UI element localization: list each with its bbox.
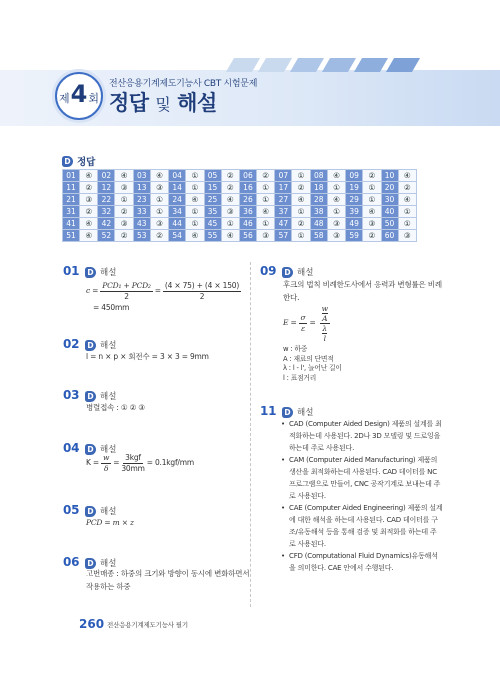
q09-formula: E = $\frac{\sigma}{\varepsilon}$ = w A λ l bbox=[283, 304, 328, 343]
answer-choice: ② bbox=[80, 182, 98, 194]
title-part2: 해설 bbox=[177, 91, 217, 115]
answer-choice: ① bbox=[363, 182, 381, 194]
answer-question-number: 11 bbox=[63, 182, 80, 194]
answer-question-number: 24 bbox=[169, 194, 186, 206]
answer-question-number: 16 bbox=[239, 182, 256, 194]
q01-formula: c = $\frac{\text{PCD₁ + PCD₂}}{2}$ = $\frac{(4 \times 75) + (4 \times 150)}{2}$ bbox=[86, 281, 240, 301]
answer-question-number: 17 bbox=[275, 182, 292, 194]
answer-choice: ① bbox=[186, 218, 204, 230]
answer-question-number: 14 bbox=[169, 182, 186, 194]
answer-question-number: 15 bbox=[204, 182, 221, 194]
explanation-label: D 해설 bbox=[282, 266, 313, 278]
answer-row bbox=[63, 194, 417, 206]
q06-answer: 고번매종 : 하중의 크기와 방향이 동시에 변화하면서 작용하는 하중 bbox=[86, 569, 250, 591]
answer-row bbox=[63, 182, 417, 194]
answer-choice: ① bbox=[327, 206, 345, 218]
title-mid: 및 bbox=[155, 95, 171, 114]
question-number-11: 11 bbox=[260, 404, 277, 418]
answer-choice: ① bbox=[292, 206, 310, 218]
answer-question-number: 30 bbox=[381, 194, 398, 206]
answer-choice: ② bbox=[221, 182, 239, 194]
answer-choice: ② bbox=[256, 170, 274, 182]
answer-choice: ① bbox=[150, 194, 168, 206]
answer-choice: ④ bbox=[80, 170, 98, 182]
answer-choice: ② bbox=[292, 182, 310, 194]
answer-choice: ② bbox=[221, 170, 239, 182]
bullet-item: • CFD (Computational Fluid Dynamics)유동해석을 의미한다. CAE 안에서 수행된다. bbox=[281, 550, 443, 574]
answer-question-number: 05 bbox=[204, 170, 221, 182]
document-icon: D bbox=[85, 340, 96, 351]
answer-question-number: 06 bbox=[239, 170, 256, 182]
answer-choice: ② bbox=[363, 230, 381, 242]
answer-question-number: 21 bbox=[63, 194, 80, 206]
question-number-02: 02 bbox=[63, 337, 80, 351]
answer-choice: ③ bbox=[80, 194, 98, 206]
answer-question-number: 60 bbox=[381, 230, 398, 242]
answer-question-number: 58 bbox=[310, 230, 327, 242]
answer-question-number: 20 bbox=[381, 182, 398, 194]
answer-choice: ① bbox=[398, 206, 416, 218]
answer-choice: ④ bbox=[327, 194, 345, 206]
answer-question-number: 47 bbox=[275, 218, 292, 230]
answer-choice: ④ bbox=[80, 230, 98, 242]
answer-question-number: 36 bbox=[239, 206, 256, 218]
answer-choice: ③ bbox=[256, 230, 274, 242]
answer-question-number: 59 bbox=[346, 230, 363, 242]
answer-question-number: 53 bbox=[133, 230, 150, 242]
answer-question-number: 18 bbox=[310, 182, 327, 194]
answer-choice: ④ bbox=[186, 194, 204, 206]
answer-choice: ③ bbox=[150, 182, 168, 194]
answer-question-number: 48 bbox=[310, 218, 327, 230]
answer-question-number: 45 bbox=[204, 218, 221, 230]
answer-question-number: 22 bbox=[98, 194, 115, 206]
answer-question-number: 13 bbox=[133, 182, 150, 194]
answer-question-number: 37 bbox=[275, 206, 292, 218]
question-number-09: 09 bbox=[260, 264, 277, 278]
explanation-label: D 해설 bbox=[85, 339, 116, 351]
answer-choice: ③ bbox=[221, 206, 239, 218]
q02-formula: l = n × p × 회전수 = 3 × 3 = 9mm bbox=[86, 352, 209, 361]
answer-question-number: 39 bbox=[346, 206, 363, 218]
question-number-05: 05 bbox=[63, 503, 80, 517]
answer-question-number: 32 bbox=[98, 206, 115, 218]
bullet-item: • CAD (Computer Aided Design) 제품의 설계를 최적화하는데 사용된다. 2D나 3D 모델링 및 드로잉을 하는데 주로 사용된다. bbox=[281, 418, 443, 454]
explanation-label: D 해설 bbox=[85, 505, 116, 517]
exam-subtitle: 전산응용기계제도기능사 CBT 시험문제 bbox=[109, 79, 258, 89]
answer-question-number: 51 bbox=[63, 230, 80, 242]
explanation-label: D 해설 bbox=[85, 557, 116, 569]
answer-choice: ④ bbox=[256, 206, 274, 218]
round-number: 4 bbox=[70, 80, 88, 108]
answer-question-number: 46 bbox=[239, 218, 256, 230]
q04-formula: K = $\frac{w}{\delta}$ = $\frac{\text{3kgf}}{30mm}$ = 0.1kgf/mm bbox=[86, 453, 194, 473]
answer-choice: ③ bbox=[115, 182, 133, 194]
document-icon: D bbox=[85, 391, 96, 402]
answer-question-number: 44 bbox=[169, 218, 186, 230]
answer-question-number: 27 bbox=[275, 194, 292, 206]
answer-question-number: 28 bbox=[310, 194, 327, 206]
question-number-01: 01 bbox=[63, 264, 80, 278]
answer-question-number: 57 bbox=[275, 230, 292, 242]
explanation-label: D 해설 bbox=[85, 443, 116, 455]
answer-question-number: 40 bbox=[381, 206, 398, 218]
q05-formula: PCD = m × z bbox=[86, 518, 134, 527]
question-number-03: 03 bbox=[63, 388, 80, 402]
bullet-item: • CAE (Computer Aided Engineering) 제품의 설계에 대한 해석을 하는데 사용된다. CAD 데이터를 구조/유동해석 등을 통해 검증 및 최적화를 하는데 주로 사용된다. bbox=[281, 502, 443, 550]
answer-question-number: 29 bbox=[346, 194, 363, 206]
answer-choice: ① bbox=[186, 206, 204, 218]
answer-question-number: 02 bbox=[98, 170, 115, 182]
answer-choice: ③ bbox=[363, 218, 381, 230]
answer-question-number: 07 bbox=[275, 170, 292, 182]
answer-choice: ② bbox=[292, 218, 310, 230]
answer-choice: ① bbox=[221, 218, 239, 230]
book-title: 전산응용기계제도기능사 필기 bbox=[107, 621, 188, 629]
answer-choice: ① bbox=[292, 170, 310, 182]
document-icon: D bbox=[282, 407, 293, 418]
answer-choice: ② bbox=[150, 230, 168, 242]
answer-choice: ① bbox=[150, 206, 168, 218]
answer-question-number: 54 bbox=[169, 230, 186, 242]
answer-row bbox=[63, 170, 417, 182]
answer-table bbox=[62, 169, 417, 242]
answer-section-label: 정답 bbox=[77, 157, 96, 168]
answer-question-number: 49 bbox=[346, 218, 363, 230]
round-suffix: 회 bbox=[88, 92, 99, 105]
answer-choice: ④ bbox=[80, 218, 98, 230]
answer-question-number: 23 bbox=[133, 194, 150, 206]
answer-question-number: 04 bbox=[169, 170, 186, 182]
answer-choice: ④ bbox=[363, 206, 381, 218]
answer-choice: ④ bbox=[221, 194, 239, 206]
title-part1: 정답 bbox=[109, 91, 149, 115]
document-icon: D bbox=[85, 558, 96, 569]
q09-text: 후크의 법칙 비례한도사에서 응력과 변형률은 비례 한다. bbox=[283, 280, 442, 302]
answer-choice: ② bbox=[115, 230, 133, 242]
answer-choice: ② bbox=[363, 170, 381, 182]
answer-choice: ④ bbox=[292, 194, 310, 206]
answer-question-number: 09 bbox=[346, 170, 363, 182]
answer-choice: ③ bbox=[327, 218, 345, 230]
answer-question-number: 56 bbox=[239, 230, 256, 242]
round-prefix: 제 bbox=[59, 92, 70, 105]
answer-question-number: 43 bbox=[133, 218, 150, 230]
round-badge bbox=[55, 72, 103, 120]
answer-question-number: 26 bbox=[239, 194, 256, 206]
answer-choice: ④ bbox=[186, 230, 204, 242]
document-icon: D bbox=[282, 267, 293, 278]
answer-question-number: 38 bbox=[310, 206, 327, 218]
q03-answer: 병렬접속 : ① ② ③ bbox=[86, 403, 145, 412]
answer-question-number: 55 bbox=[204, 230, 221, 242]
explanation-label: D 해설 bbox=[282, 406, 313, 418]
answer-choice: ① bbox=[327, 182, 345, 194]
answer-choice: ③ bbox=[398, 230, 416, 242]
answer-choice: ④ bbox=[327, 170, 345, 182]
answer-choice: ④ bbox=[398, 170, 416, 182]
answer-choice: ① bbox=[256, 218, 274, 230]
answer-choice: ③ bbox=[115, 218, 133, 230]
answer-choice: ① bbox=[186, 182, 204, 194]
q11-explanation bbox=[281, 418, 443, 574]
answer-choice: ④ bbox=[150, 170, 168, 182]
document-icon: D bbox=[62, 156, 73, 167]
answer-question-number: 19 bbox=[346, 182, 363, 194]
answer-question-number: 10 bbox=[381, 170, 398, 182]
explanation-label: D 해설 bbox=[85, 390, 116, 402]
answer-choice: ④ bbox=[221, 230, 239, 242]
answer-question-number: 42 bbox=[98, 218, 115, 230]
answer-choice: ④ bbox=[115, 170, 133, 182]
answer-question-number: 41 bbox=[63, 218, 80, 230]
answer-choice: ① bbox=[115, 194, 133, 206]
column-divider bbox=[250, 262, 251, 607]
answer-question-number: 08 bbox=[310, 170, 327, 182]
answer-section-title bbox=[62, 154, 95, 168]
bullet-item: • CAM (Computer Aided Manufacturing) 제품의 생산을 최적화하는데 사용된다. CAD 데이터를 NC 프로그램으로 만들어, CNC 공작기계로 보내는데 주로 사용된다. bbox=[281, 454, 443, 502]
answer-question-number: 01 bbox=[63, 170, 80, 182]
answer-choice: ② bbox=[398, 182, 416, 194]
document-icon: D bbox=[85, 506, 96, 517]
q01-result: = 450mm bbox=[93, 303, 130, 312]
answer-choice: ① bbox=[398, 218, 416, 230]
answer-choice: ② bbox=[80, 206, 98, 218]
answer-question-number: 31 bbox=[63, 206, 80, 218]
answer-choice: ④ bbox=[398, 194, 416, 206]
question-number-04: 04 bbox=[63, 441, 80, 455]
explanation-label: D 해설 bbox=[85, 266, 116, 278]
answer-choice: ③ bbox=[327, 230, 345, 242]
answer-choice: ① bbox=[292, 230, 310, 242]
answer-row bbox=[63, 230, 417, 242]
answer-question-number: 50 bbox=[381, 218, 398, 230]
page-number: 260 bbox=[79, 617, 105, 631]
answer-row bbox=[63, 218, 417, 230]
answer-choice: ① bbox=[363, 194, 381, 206]
answer-question-number: 35 bbox=[204, 206, 221, 218]
answer-choice: ① bbox=[186, 170, 204, 182]
answer-question-number: 12 bbox=[98, 182, 115, 194]
answer-question-number: 03 bbox=[133, 170, 150, 182]
answer-choice: ② bbox=[115, 206, 133, 218]
question-number-06: 06 bbox=[63, 555, 80, 569]
answer-question-number: 34 bbox=[169, 206, 186, 218]
answer-choice: ① bbox=[256, 194, 274, 206]
q09-legend: w : 하중 A : 재료의 단면적 λ : l - l', 늘어난 길이 l : 표점거리 bbox=[283, 345, 342, 382]
answer-row bbox=[63, 206, 417, 218]
answer-choice: ① bbox=[256, 182, 274, 194]
document-icon: D bbox=[85, 444, 96, 455]
page-title bbox=[109, 87, 217, 117]
document-icon: D bbox=[85, 267, 96, 278]
answer-choice: ③ bbox=[150, 218, 168, 230]
answer-question-number: 52 bbox=[98, 230, 115, 242]
answer-question-number: 33 bbox=[133, 206, 150, 218]
answer-question-number: 25 bbox=[204, 194, 221, 206]
